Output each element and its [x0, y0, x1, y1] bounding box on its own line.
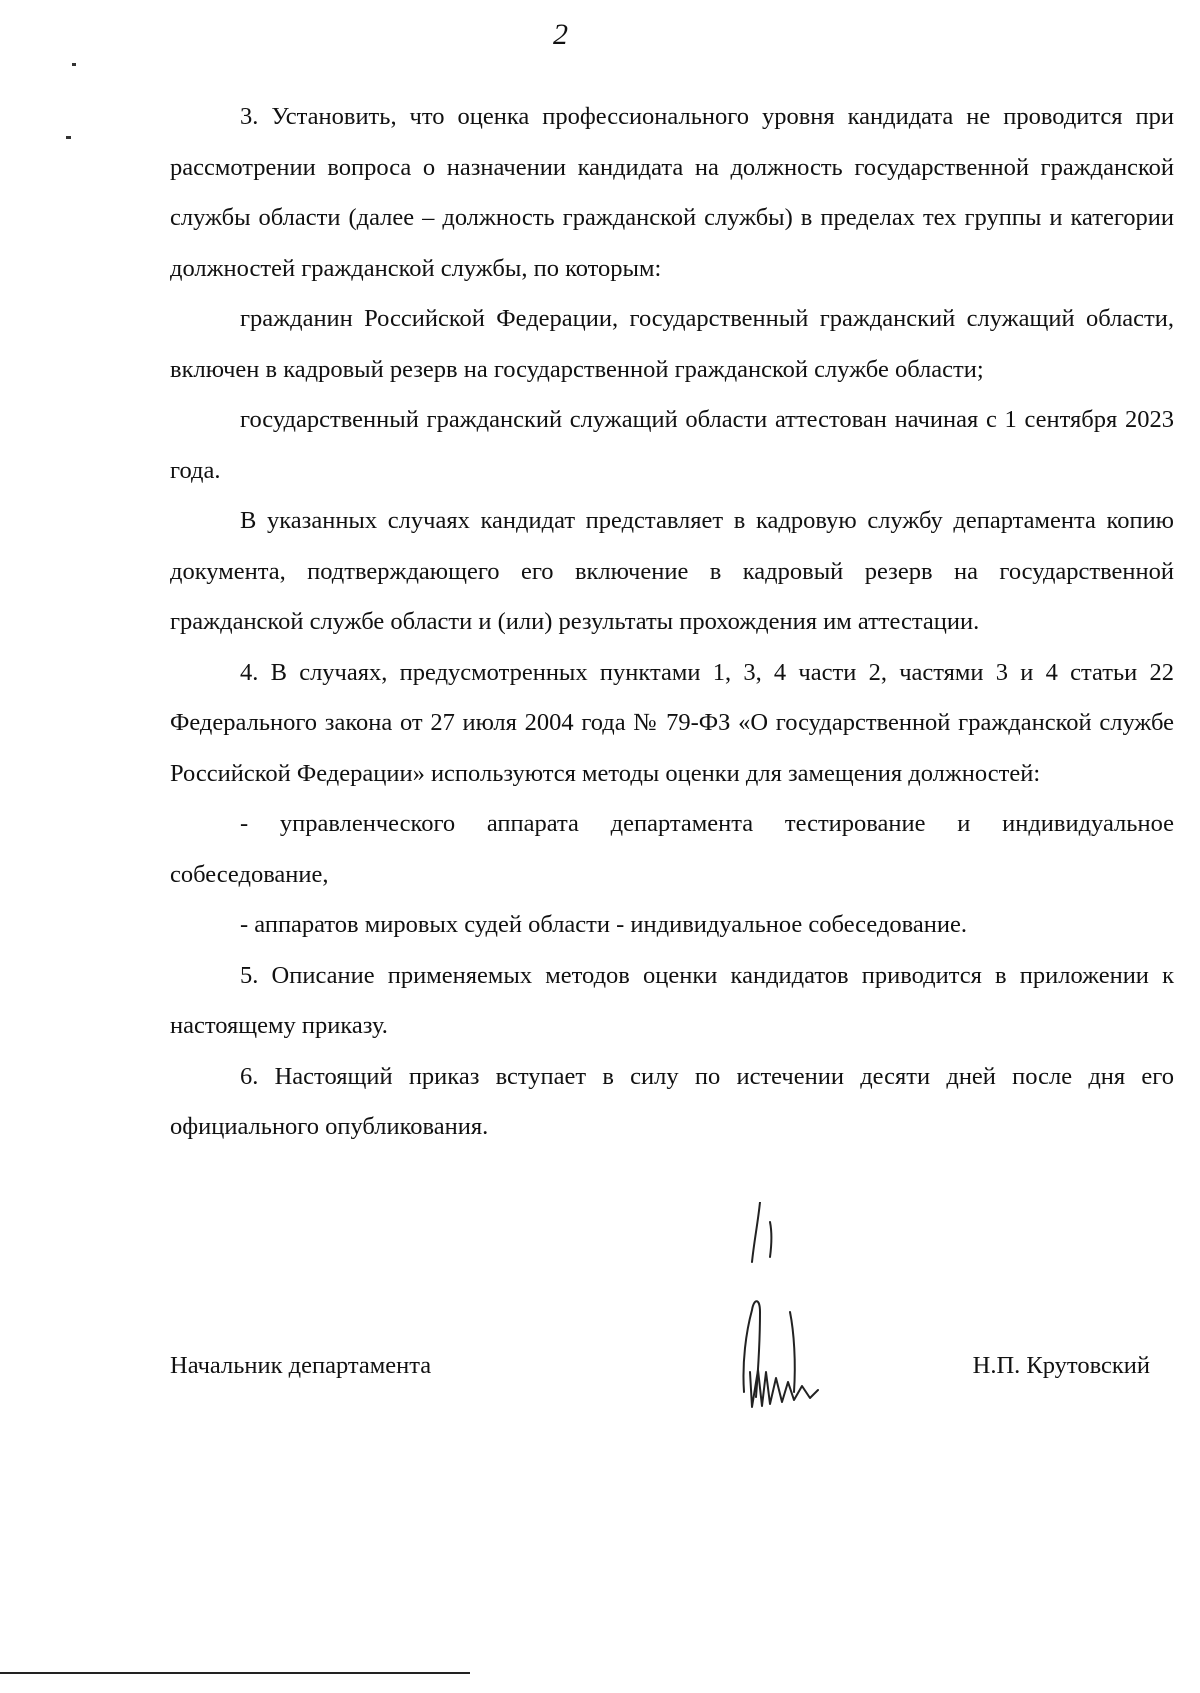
paragraph-4: 4. В случаях, предусмотренных пунктами 1, 3, 4 части 2, частями 3 и 4 статьи 22 Федерального закона от 27 июля 2004 года № 79-ФЗ «О государственной гражданской службе Российской Федерации» используются методы оценки для замещения должностей:: [170, 658, 1174, 787]
paragraph-4-item-1: - управленческого аппарата департамента тестирование и индивидуальное собеседование,: [170, 810, 1174, 888]
scan-mark: [66, 136, 71, 139]
paragraph-4-item-2: - аппаратов мировых судей области - индивидуальное собеседование.: [240, 911, 967, 938]
paragraph-5: 5. Описание применяемых методов оценки кандидатов приводится в приложении к настоящему приказу.: [170, 961, 1174, 1039]
scan-mark: [72, 63, 76, 66]
paragraph-3: 3. Установить, что оценка профессионального уровня кандидата не проводится при рассмотрении вопроса о назначении кандидата на должность государственной гражданской службы области (далее – должность гражданской службы) в пределах тех группы и категории должностей гражданской службы, по которым:: [170, 103, 1174, 282]
signer-name: Н.П. Крутовский: [972, 1352, 1150, 1379]
paragraph-3-item-2: государственный гражданский служащий области аттестован начиная с 1 сентября 2023 года.: [170, 406, 1174, 484]
paragraph-6: 6. Настоящий приказ вступает в силу по истечении десяти дней после дня его официального опубликования.: [170, 1062, 1174, 1140]
handwritten-signature: [730, 1202, 840, 1412]
page-number: 2: [553, 18, 568, 51]
document-body: [170, 92, 1174, 1153]
paragraph-3-item-1: гражданин Российской Федерации, государственный гражданский служащий области, включен в кадровый резерв на государственной гражданской службе области;: [170, 305, 1174, 383]
paragraph-3-note: В указанных случаях кандидат представляет в кадровую службу департамента копию документа, подтверждающего его включение в кадровый резерв на государственной гражданской службе области и (или) результаты прохождения им аттестации.: [170, 507, 1174, 635]
bottom-divider: [0, 1672, 470, 1674]
signature-block: [170, 1352, 1150, 1412]
signer-position: Начальник департамента: [170, 1352, 432, 1379]
